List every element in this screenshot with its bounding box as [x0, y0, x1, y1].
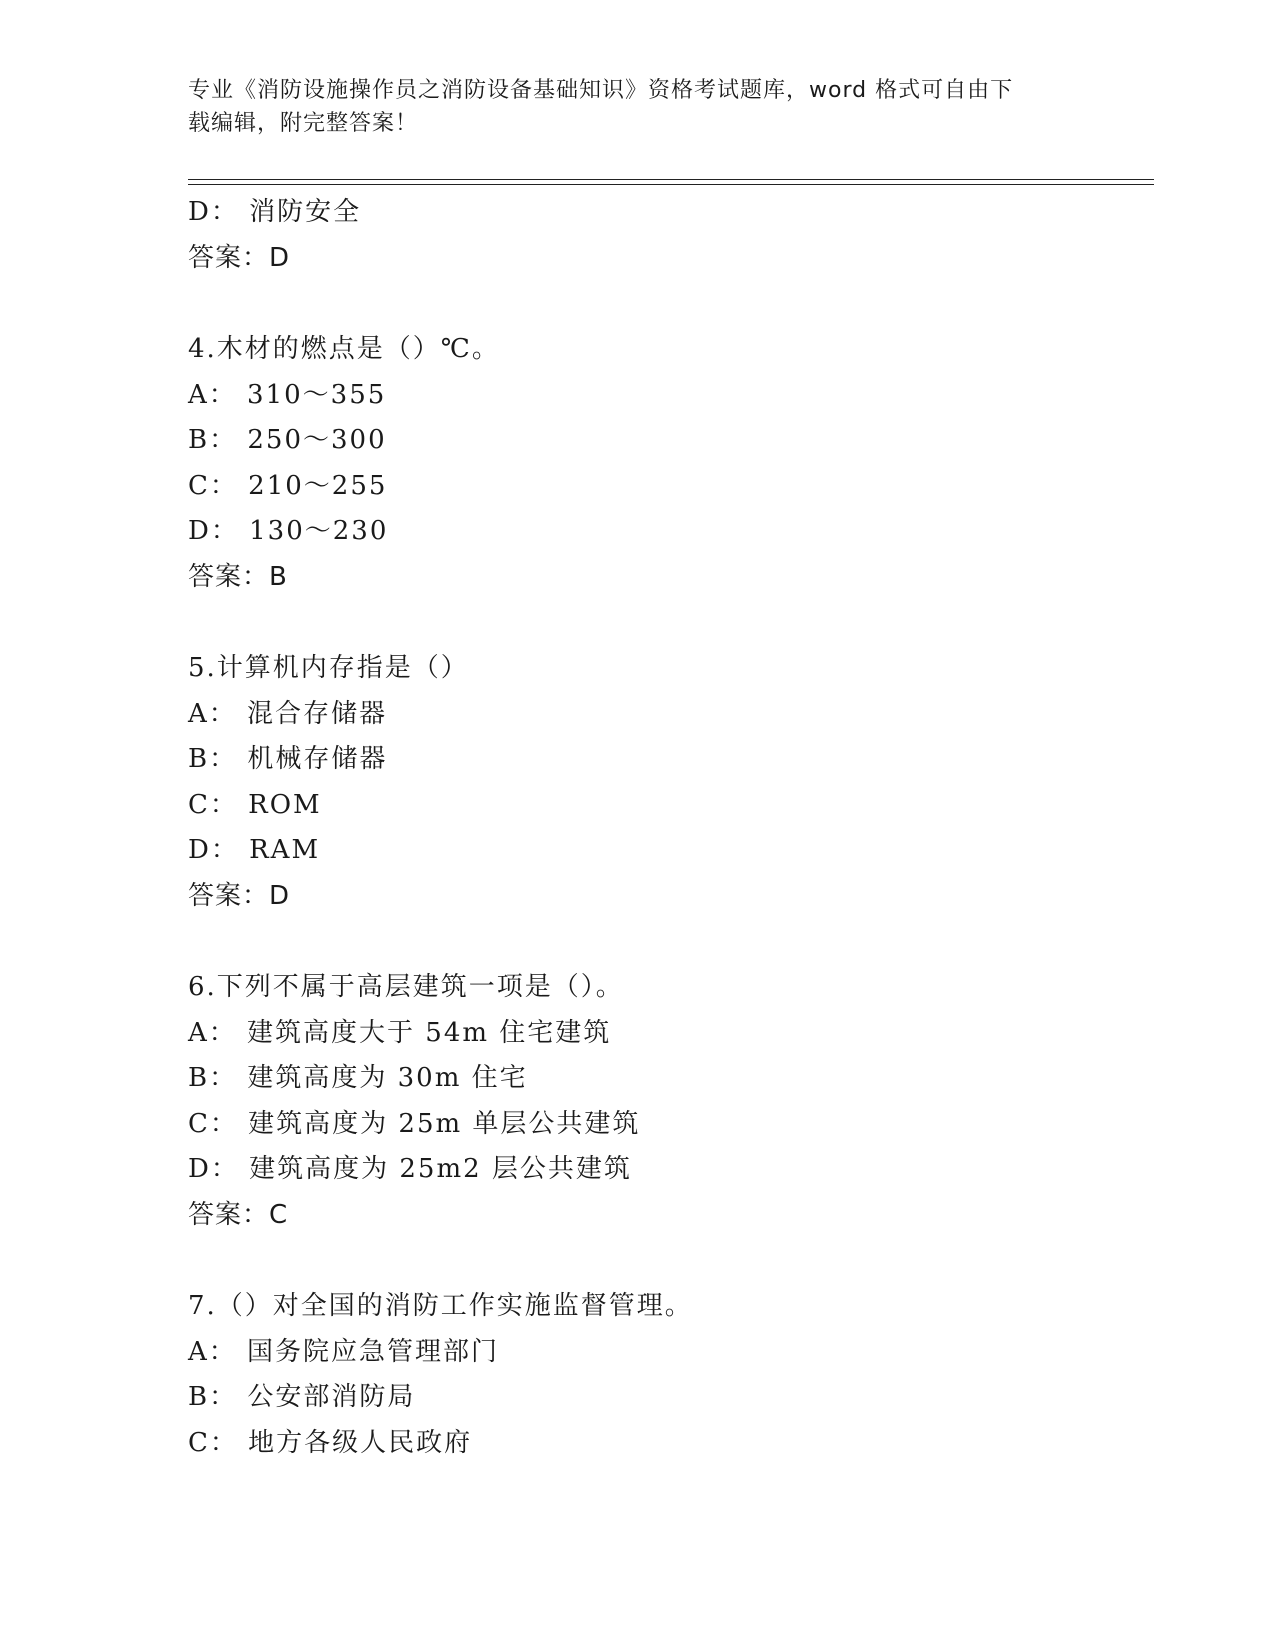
q4-stem: 4.木材的燃点是（）℃。: [188, 334, 500, 364]
q6-stem: 6.下列不属于高层建筑一项是（）。: [188, 972, 624, 1002]
q7-option-a: A： 国务院应急管理部门: [188, 1336, 500, 1367]
spacer: [188, 919, 1148, 965]
q6-answer: 答案：C: [188, 1199, 289, 1230]
spacer: [188, 1238, 1148, 1284]
q4-option-b: B： 250～300: [188, 425, 387, 455]
q4-option-c: C： 210～255: [188, 470, 388, 501]
q6-option-a: A： 建筑高度大于 54m 住宅建筑: [188, 1017, 612, 1048]
q3-answer: 答案：D: [188, 242, 291, 273]
q5-answer: 答案：D: [188, 880, 291, 911]
q6-option-d: D： 建筑高度为 25m2 层公共建筑: [188, 1154, 632, 1184]
q4-answer: 答案：B: [188, 561, 288, 592]
header-line-2: 载编辑，附完整答案！: [188, 111, 419, 136]
q7-option-b: B： 公安部消防局: [188, 1382, 416, 1412]
q5-option-b: B： 机械存储器: [188, 744, 388, 774]
header-line-1: 专业《消防设施操作员之消防设备基础知识》资格考试题库，word 格式可自由下: [188, 78, 1014, 103]
header-divider-top: [188, 179, 1154, 180]
document-header: [188, 74, 1068, 140]
q3-option-d: D： 消防安全: [188, 197, 362, 227]
spacer: [188, 281, 1148, 327]
question-list: [188, 190, 1148, 1466]
q5-stem: 5.计算机内存指是（）: [188, 653, 469, 683]
q7-stem: 7.（）对全国的消防工作实施监督管理。: [188, 1291, 693, 1321]
q5-option-c: C： ROM: [188, 789, 322, 820]
header-divider-bottom: [188, 184, 1154, 185]
q4-option-d: D： 130～230: [188, 516, 389, 546]
q6-option-b: B： 建筑高度为 30m 住宅: [188, 1063, 528, 1093]
q5-option-a: A： 混合存储器: [188, 698, 388, 729]
q7-option-c: C： 地方各级人民政府: [188, 1427, 473, 1458]
q6-option-c: C： 建筑高度为 25m 单层公共建筑: [188, 1108, 641, 1139]
q5-option-d: D： RAM: [188, 835, 321, 865]
q4-option-a: A： 310～355: [188, 379, 387, 410]
spacer: [188, 600, 1148, 646]
